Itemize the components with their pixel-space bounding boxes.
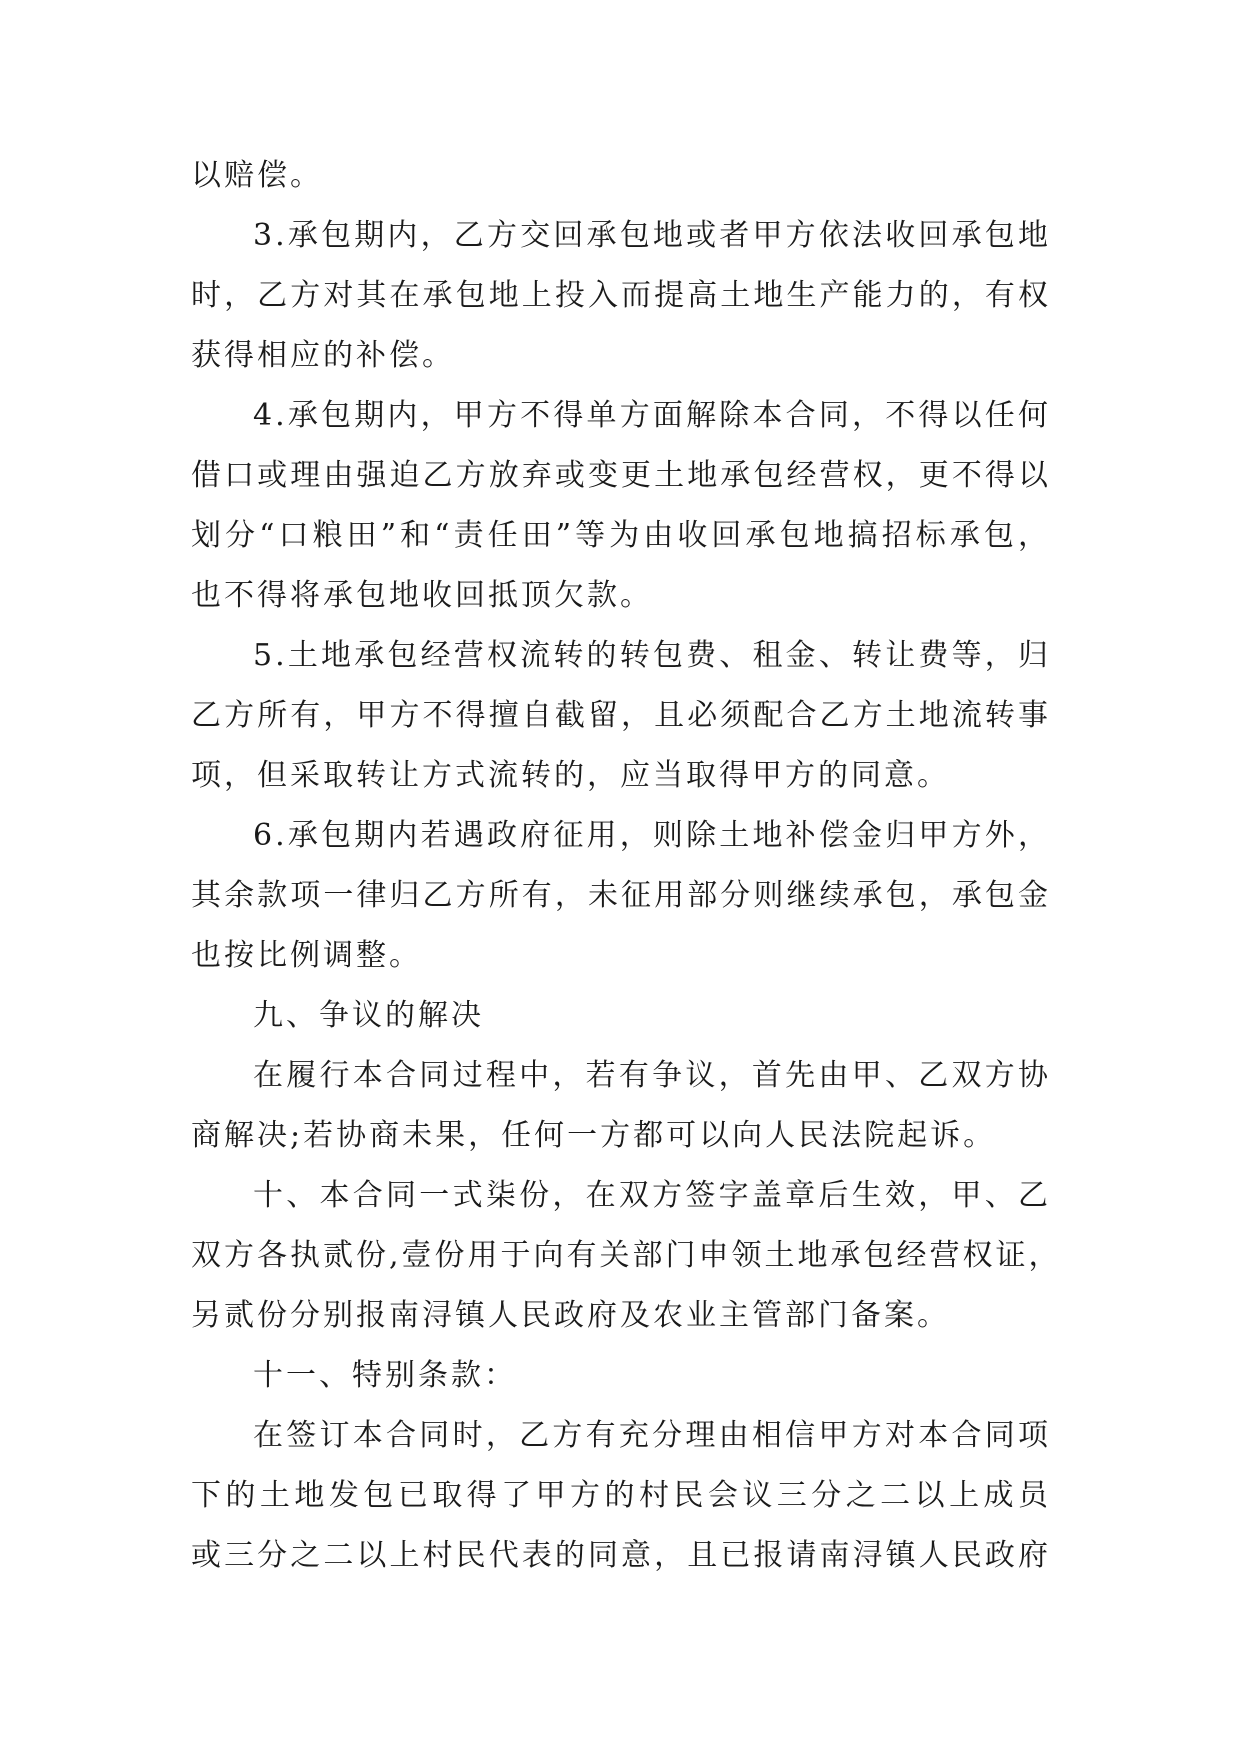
paragraph-first-line: 在签订本合同时，乙方有充分理由相信甲方对本合同项 (253, 1418, 1051, 1453)
document-body (191, 146, 1062, 1586)
paragraph-first-line: 5.土地承包经营权流转的转包费、租金、转让费等，归 (253, 638, 1051, 673)
text-line: 项，但采取转让方式流转的，应当取得甲方的同意。 (191, 758, 950, 793)
paragraph-first-line: 3.承包期内，乙方交回承包地或者甲方依法收回承包地 (253, 218, 1051, 253)
text-line: 商解决;若协商未果，任何一方都可以向人民法院起诉。 (191, 1118, 997, 1153)
text-line: 借口或理由强迫乙方放弃或变更土地承包经营权，更不得以 (191, 458, 1051, 493)
section-heading: 十一、特别条款： (253, 1358, 517, 1393)
text-line: 划分“口粮田”和“责任田”等为由收回承包地搞招标承包， (191, 518, 1051, 553)
text-line: 双方各执贰份,壹份用于向有关部门申领土地承包经营权证， (191, 1238, 1062, 1273)
text-line: 也不得将承包地收回抵顶欠款。 (191, 578, 653, 613)
paragraph-first-line: 在履行本合同过程中，若有争议，首先由甲、乙双方协 (253, 1058, 1051, 1093)
text-line: 以赔偿。 (191, 158, 323, 193)
paragraph-first-line: 6.承包期内若遇政府征用，则除土地补偿金归甲方外， (253, 818, 1051, 853)
text-line: 乙方所有，甲方不得擅自截留，且必须配合乙方土地流转事 (191, 698, 1051, 733)
section-heading: 九、争议的解决 (253, 998, 484, 1033)
text-line: 下的土地发包已取得了甲方的村民会议三分之二以上成员 (191, 1478, 1051, 1513)
text-line: 另贰份分别报南浔镇人民政府及农业主管部门备案。 (191, 1298, 950, 1333)
text-line: 其余款项一律归乙方所有，未征用部分则继续承包，承包金 (191, 878, 1051, 913)
text-line: 或三分之二以上村民代表的同意，且已报请南浔镇人民政府 (191, 1538, 1051, 1573)
paragraph-first-line: 十、本合同一式柒份，在双方签字盖章后生效，甲、乙 (253, 1178, 1051, 1213)
paragraph-first-line: 4.承包期内，甲方不得单方面解除本合同，不得以任何 (253, 398, 1051, 433)
text-line: 时，乙方对其在承包地上投入而提高土地生产能力的，有权 (191, 278, 1051, 313)
text-line: 也按比例调整。 (191, 938, 422, 973)
text-line: 获得相应的补偿。 (191, 338, 455, 373)
